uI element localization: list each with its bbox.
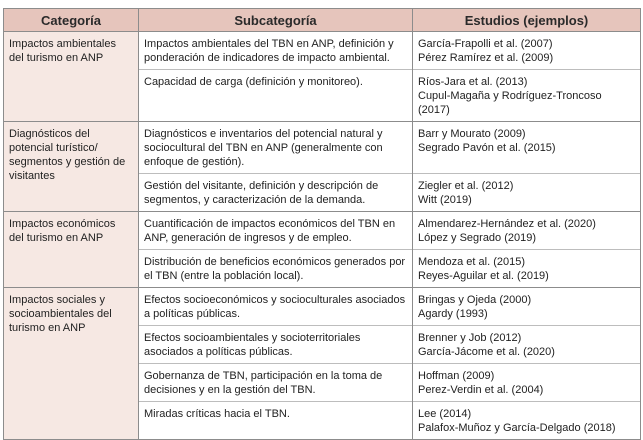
studies-cell [413, 364, 641, 402]
studies-cell [413, 70, 641, 122]
study-reference: Almendarez-Hernández et al. (2020) [418, 218, 596, 230]
studies-cell [413, 288, 641, 326]
table-row [4, 32, 641, 70]
category-cell: Impactos ambientales del turismo en ANP [4, 32, 139, 122]
studies-cell [413, 32, 641, 70]
table-body [4, 32, 641, 440]
table-row [4, 288, 641, 326]
study-reference: Lee (2014) [418, 408, 472, 420]
study-reference: Palafox-Muñoz y García-Delgado (2018) [418, 422, 616, 434]
studies-cell [413, 326, 641, 364]
study-reference: Cupul-Magaña y Rodríguez-Troncoso (2017) [418, 90, 602, 116]
study-reference: Pérez Ramírez et al. (2009) [418, 52, 554, 64]
study-reference: Reyes-Aguilar et al. (2019) [418, 270, 549, 282]
table-row [4, 122, 641, 174]
study-reference: Barr y Mourato (2009) [418, 128, 526, 140]
subcategory-cell: Impactos ambientales del TBN en ANP, definición y ponderación de indicadores de impacto ambiental. [139, 32, 413, 70]
category-cell: Impactos económicos del turismo en ANP [4, 212, 139, 288]
table-row [4, 212, 641, 250]
study-reference: Mendoza et al. (2015) [418, 256, 526, 268]
study-reference: Ziegler et al. (2012) [418, 180, 514, 192]
header-row [4, 9, 641, 32]
header-subcategory: Subcategoría [139, 9, 413, 32]
study-reference: López y Segrado (2019) [418, 232, 537, 244]
study-reference: García-Frapolli et al. (2007) [418, 38, 553, 50]
subcategory-cell: Cuantificación de impactos económicos del TBN en ANP, generación de ingresos y de empleo. [139, 212, 413, 250]
studies-table-container [3, 8, 640, 440]
study-reference: García-Jácome et al. (2020) [418, 346, 555, 358]
study-reference: Segrado Pavón et al. (2015) [418, 142, 556, 154]
studies-cell [413, 212, 641, 250]
study-reference: Perez-Verdin et al. (2004) [418, 384, 544, 396]
header-category: Categoría [4, 9, 139, 32]
table-header [4, 9, 641, 32]
study-reference: Bringas y Ojeda (2000) [418, 294, 532, 306]
subcategory-cell: Diagnósticos e inventarios del potencial natural y sociocultural del TBN en ANP (generalmente con enfoque de gestión). [139, 122, 413, 174]
study-reference: Brenner y Job (2012) [418, 332, 522, 344]
subcategory-cell: Efectos socioambientales y socioterritoriales asociados a políticas públicas. [139, 326, 413, 364]
category-cell: Impactos sociales y socioambientales del turismo en ANP [4, 288, 139, 440]
subcategory-cell: Miradas críticas hacia el TBN. [139, 402, 413, 440]
studies-cell [413, 174, 641, 212]
subcategory-cell: Capacidad de carga (definición y monitoreo). [139, 70, 413, 122]
study-reference: Agardy (1993) [418, 308, 488, 320]
header-studies: Estudios (ejemplos) [413, 9, 641, 32]
category-cell: Diagnósticos del potencial turístico/ segmentos y gestión de visitantes [4, 122, 139, 212]
subcategory-cell: Distribución de beneficios económicos generados por el TBN (entre la población local). [139, 250, 413, 288]
study-reference: Witt (2019) [418, 194, 472, 206]
subcategory-cell: Gobernanza de TBN, participación en la toma de decisiones y en la gestión del TBN. [139, 364, 413, 402]
studies-cell [413, 402, 641, 440]
studies-cell [413, 122, 641, 174]
subcategory-cell: Efectos socioeconómicos y socioculturales asociados a políticas públicas. [139, 288, 413, 326]
study-reference: Ríos-Jara et al. (2013) [418, 76, 528, 88]
subcategory-cell: Gestión del visitante, definición y descripción de segmentos, y caracterización de la demanda. [139, 174, 413, 212]
study-reference: Hoffman (2009) [418, 370, 495, 382]
studies-table [3, 8, 641, 440]
studies-cell [413, 250, 641, 288]
